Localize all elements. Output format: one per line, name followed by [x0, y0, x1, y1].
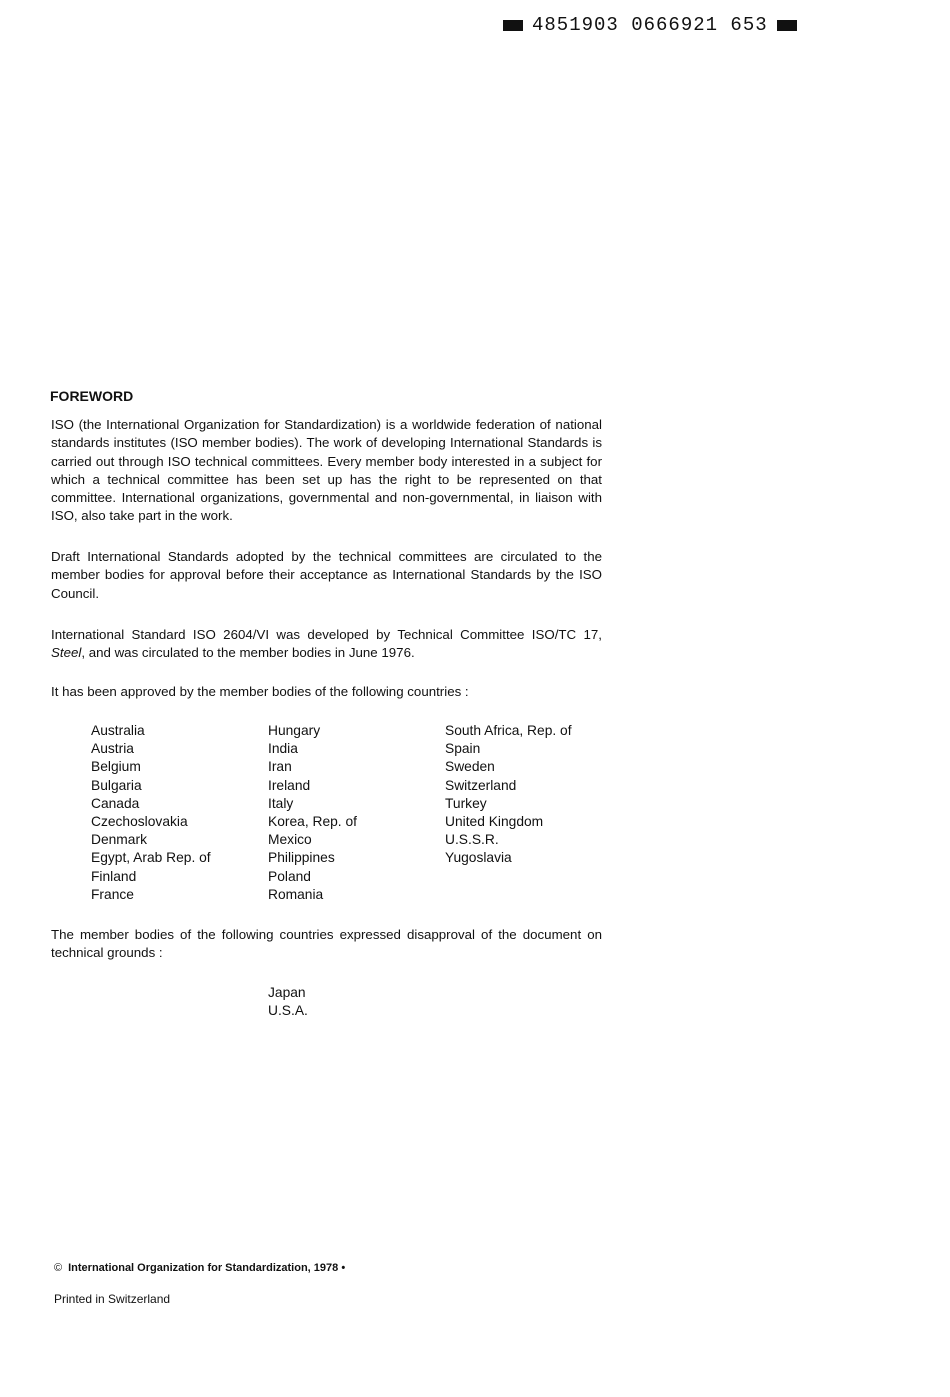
printed-in: Printed in Switzerland	[54, 1292, 171, 1306]
approving-country: U.S.S.R.	[445, 832, 499, 848]
approving-country: Italy	[268, 795, 294, 811]
approving-countries-column-1	[91, 722, 211, 904]
copyright-line	[54, 1262, 345, 1274]
approving-country: Hungary	[268, 723, 321, 738]
disapproving-country: U.S.A.	[268, 1003, 308, 1019]
approving-country: Denmark	[91, 832, 147, 848]
approving-country: Egypt, Arab Rep. of	[91, 850, 211, 866]
approving-country: Canada	[91, 795, 140, 811]
foreword-paragraph-5: The member bodies of the following countries expressed disapproval of the document on technical grounds :	[51, 927, 602, 961]
paragraph-3-text-after: , and was circulated to the member bodies in June 1976.	[81, 645, 415, 661]
disapproving-country: Japan	[268, 985, 306, 1000]
approving-country: Romania	[268, 886, 324, 902]
copyright-symbol: ©	[54, 1262, 63, 1274]
approving-country: Czechoslovakia	[91, 814, 188, 830]
approving-country: Yugoslavia	[445, 850, 512, 866]
approving-countries-column-3	[445, 722, 572, 868]
approving-country: India	[268, 741, 298, 757]
approving-country: Finland	[91, 868, 137, 884]
foreword-paragraph-2: Draft International Standards adopted by the technical committees are circulated to the member bodies for approval before their acceptance as International Standards by the ISO Council.	[51, 549, 602, 601]
approving-country: Turkey	[445, 795, 487, 811]
approving-country: Spain	[445, 741, 481, 757]
approving-country: Austria	[91, 741, 134, 757]
paragraph-3-text-before: International Standard ISO 2604/VI was developed by Technical Committee ISO/TC 17,	[51, 627, 602, 642]
committee-name-steel: Steel	[51, 645, 82, 661]
barcode-line	[503, 14, 797, 36]
approving-country: Iran	[268, 759, 292, 775]
approving-country: Ireland	[268, 777, 311, 793]
approving-country: France	[91, 886, 134, 902]
approving-country: Bulgaria	[91, 777, 142, 793]
copyright-text: International Organization for Standardization, 1978 •	[68, 1262, 346, 1274]
foreword-paragraph-1: ISO (the International Organization for Standardization) is a worldwide federation of national standards institutes (ISO member bodies). The work of developing International Standards is carried out through ISO technical committees. Every member body interested in a subject for which a technical committee has been set up has the right to be represented on that committee. International organizations, governmental and non-governmental, in liaison with ISO, also take part in the work.	[51, 417, 602, 524]
foreword-paragraph-4: It has been approved by the member bodies of the following countries :	[51, 684, 469, 699]
approving-country: Poland	[268, 868, 311, 884]
approving-country: Sweden	[445, 759, 495, 775]
approving-country: Philippines	[268, 850, 335, 866]
approving-country: South Africa, Rep. of	[445, 723, 572, 738]
barcode-block-left	[503, 20, 523, 31]
disapproving-countries-list	[268, 984, 308, 1020]
approving-country: Korea, Rep. of	[268, 814, 357, 830]
barcode-block-right	[777, 20, 797, 31]
approving-country: Belgium	[91, 759, 141, 775]
approving-country: Australia	[91, 723, 145, 738]
foreword-heading: FOREWORD	[50, 388, 134, 404]
approving-country: Mexico	[268, 832, 312, 848]
approving-country: United Kingdom	[445, 814, 544, 830]
approving-countries-column-2	[268, 722, 357, 904]
barcode-text: 4851903 0666921 653	[532, 14, 768, 36]
foreword-paragraph-3	[51, 626, 602, 663]
approving-country: Switzerland	[445, 777, 517, 793]
